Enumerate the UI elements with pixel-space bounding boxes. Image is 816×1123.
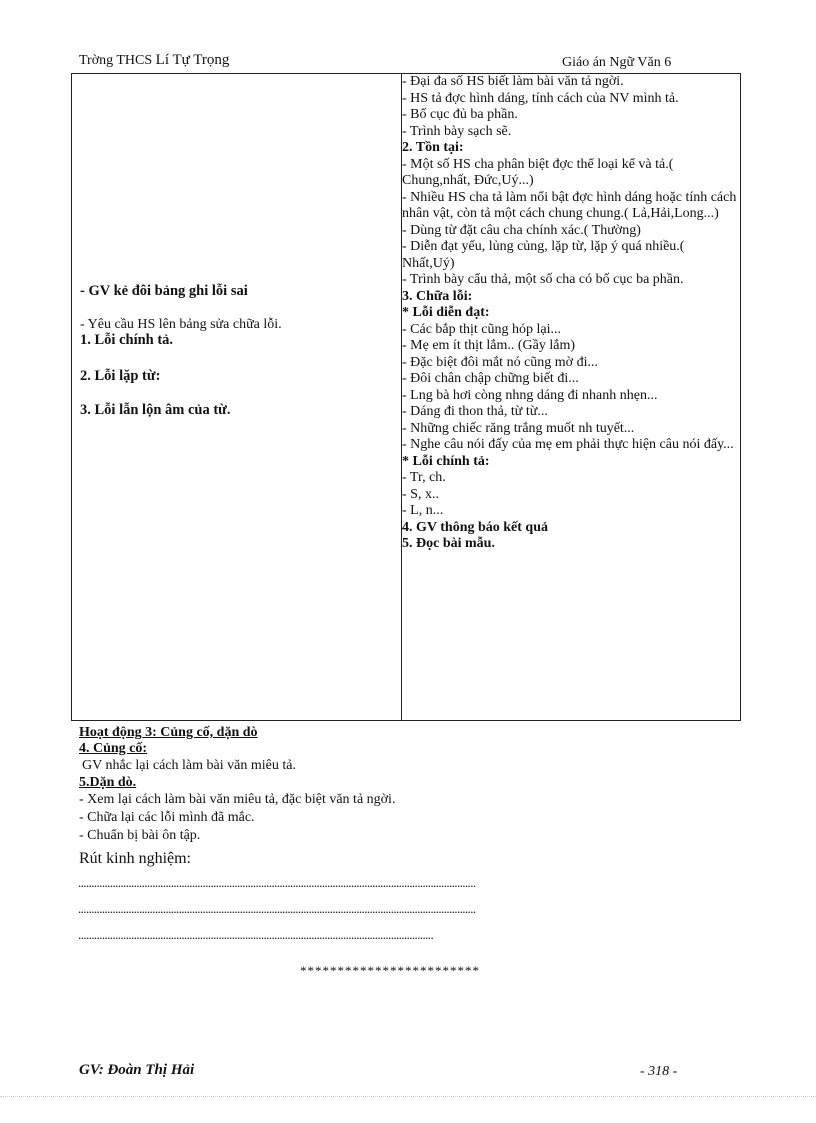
dotted-line: ...................................................................................................................................................... — [78, 875, 476, 890]
list-item: - L, n... — [402, 503, 444, 518]
gv-board-note: - GV kẻ đôi bảng ghi lỗi sai — [80, 283, 248, 299]
section-heading: 2. Tồn tại: — [402, 140, 464, 155]
list-item: - Đại đa số HS biết làm bài văn tả ngời. — [402, 74, 624, 89]
list-item: - Đôi chân chập chững biết đi... — [402, 371, 579, 386]
header-school — [79, 52, 229, 69]
list-item: - Những chiếc răng trắng muốt nh tuyết... — [402, 420, 635, 436]
left-column — [72, 74, 402, 721]
right-column-lines — [402, 74, 740, 553]
section-heading: * Lỗi chính tả: — [402, 453, 490, 469]
consolidate-text: GV nhắc lại cách làm bài văn miêu tả. — [82, 758, 296, 773]
list-item: - Trình bày cẩu thả, một số cha có bố cục ba phần. — [402, 272, 684, 287]
section-heading: * Lỗi diễn đạt: — [402, 305, 490, 320]
homework-item: - Chuẩn bị bài ôn tập. — [79, 828, 201, 843]
section-heading: 5. Đọc bài mẫu. — [402, 536, 495, 551]
footer-teacher: GV: Đoàn Thị Hải — [79, 1062, 195, 1078]
header-subject: Giáo án Ngữ Văn 6 — [562, 55, 672, 70]
list-item: - Tr, ch. — [402, 470, 446, 485]
list-item: - Nhiều HS cha tả làm nổi bật đợc hình dáng hoặc tính cách nhân vật, còn tả một cách chung chung.( Lả,Hải,Long...) — [402, 189, 737, 221]
experience-label: Rút kinh nghiệm: — [79, 850, 191, 867]
list-item: - Bố cục đủ ba phần. — [402, 107, 518, 122]
activity3-title: Hoạt động 3: Củng cố, dặn dò — [79, 725, 258, 740]
list-item: - Trình bày sạch sẽ. — [402, 123, 512, 139]
list-item: - HS tả đợc hình dáng, tính cách của NV mình tả. — [402, 90, 679, 106]
homework-item: - Xem lại cách làm bài văn miêu tả, đặc biệt văn tả ngời. — [79, 792, 396, 807]
list-item: - Một số HS cha phân biệt đợc thể loại kể và tả.( Chung,nhất, Đức,Uý...) — [402, 156, 674, 188]
school-name: Lí Tự Trọng — [155, 52, 230, 68]
error-repetition: 2. Lỗi lặp từ: — [80, 368, 161, 384]
section-heading: 4. GV thông báo kết quả — [402, 519, 549, 535]
dotted-line: ...................................................................................................................................................... — [78, 901, 476, 916]
lesson-table — [71, 73, 741, 721]
consolidate-title: 4. Củng cố: — [79, 741, 148, 756]
list-item: - Các bắp thịt cũng hóp lại... — [402, 321, 562, 337]
list-item: - Mẹ em ít thịt lắm.. (Gầy lắm) — [402, 338, 576, 353]
separator-stars: ************************ — [300, 963, 480, 978]
section-heading: 3. Chữa lỗi: — [402, 288, 473, 304]
request-note: - Yêu cầu HS lên bảng sửa chữa lỗi. — [80, 317, 282, 332]
school-prefix: Trờng THCS — [79, 53, 153, 68]
error-sound-confusion: 3. Lỗi lẫn lộn âm của từ. — [80, 402, 231, 418]
error-spelling: 1. Lỗi chính tả. — [80, 332, 174, 348]
list-item: - Lng bà hơi còng nhng dáng đi nhanh nhẹn... — [402, 387, 658, 403]
list-item: - S, x.. — [402, 486, 439, 502]
list-item: - Dùng từ đặt câu cha chính xác.( Thường) — [402, 222, 641, 238]
list-item: - Dáng đi thon thả, từ từ... — [402, 404, 548, 419]
list-item: - Đặc biệt đôi mắt nó cũng mờ đi... — [402, 354, 598, 370]
homework-title: 5.Dặn dò. — [79, 775, 137, 790]
dotted-line: ...................................................................................................................................... — [78, 927, 434, 942]
right-column — [402, 74, 741, 721]
list-item: - Nghe câu nói đấy của mẹ em phải thực hiện câu nói đấy... — [402, 437, 734, 452]
footer-page-number: - 318 - — [640, 1064, 678, 1079]
homework-item: - Chữa lại các lỗi mình đã mắc. — [79, 810, 255, 825]
list-item: - Diễn đạt yếu, lủng củng, lặp từ, lặp ý quá nhiều.( Nhất,Uý) — [402, 239, 685, 271]
page-edge — [0, 1096, 816, 1097]
